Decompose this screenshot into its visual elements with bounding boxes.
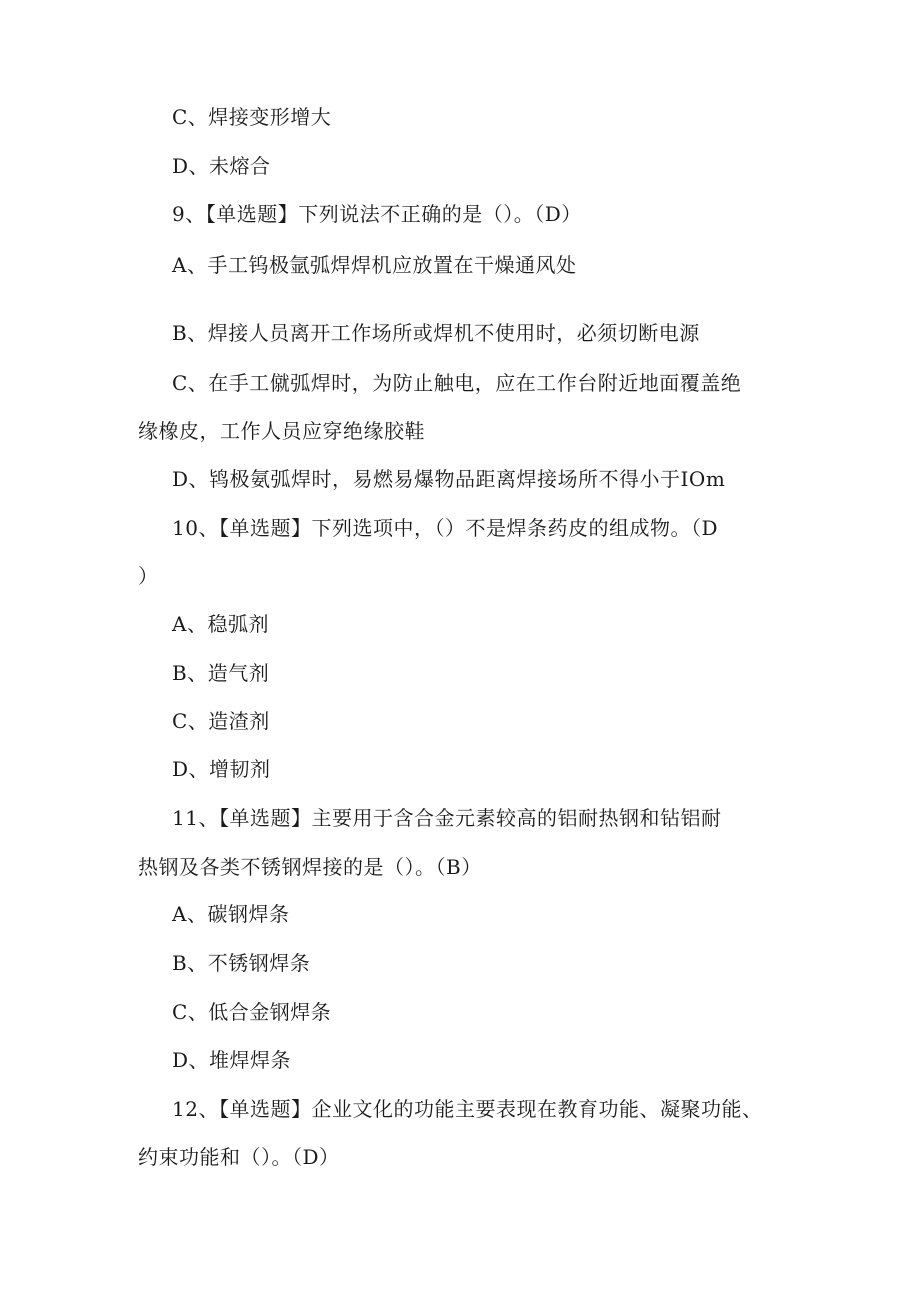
option-d-q9: D、鸨极氨弧焊时，易燃易爆物品距离焊接场所不得小于IOm [172, 467, 726, 491]
option-c-q9: C、在手工僦弧焊时，为防止触电，应在工作台附近地面覆盖绝 [172, 371, 742, 395]
option-b-q9: B、焊接人员离开工作场所或焊机不使用时，必须切断电源 [172, 321, 700, 345]
option-d-q11: D、堆焊焊条 [172, 1048, 292, 1072]
option-a-q10: A、稳弧剂 [172, 612, 269, 636]
option-c-q9-cont: 缘橡皮，工作人员应穿绝缘胶鞋 [138, 419, 425, 443]
option-a-q11: A、碳钢焊条 [172, 902, 290, 926]
question-12-cont: 约束功能和（）。（D） [138, 1145, 340, 1169]
option-a-q9: A、手工钨极氩弧焊焊机应放置在干燥通风处 [172, 253, 577, 277]
option-d-q8: D、未熔合 [172, 154, 271, 178]
question-12: 12、【单选题】企业文化的功能主要表现在教育功能、凝聚功能、 [172, 1097, 763, 1121]
question-11-cont: 热钢及各类不锈钢焊接的是（）。（B） [138, 855, 482, 879]
option-b-q11: B、不锈钢焊条 [172, 951, 311, 975]
option-b-q10: B、造气剂 [172, 661, 270, 685]
question-10-cont: ） [138, 564, 159, 588]
option-c-q8: C、焊接变形增大 [172, 105, 332, 129]
question-11: 11、【单选题】主要用于含合金元素较高的铝耐热钢和钻铝耐 [172, 806, 722, 830]
option-c-q10: C、造渣剂 [172, 709, 270, 733]
option-c-q11: C、低合金钢焊条 [172, 1000, 332, 1024]
question-9: 9、【单选题】下列说法不正确的是（）。（D） [172, 202, 582, 226]
option-d-q10: D、增韧剂 [172, 757, 271, 781]
question-10: 10、【单选题】下列选项中，（）不是焊条药皮的组成物。（D [172, 516, 718, 540]
